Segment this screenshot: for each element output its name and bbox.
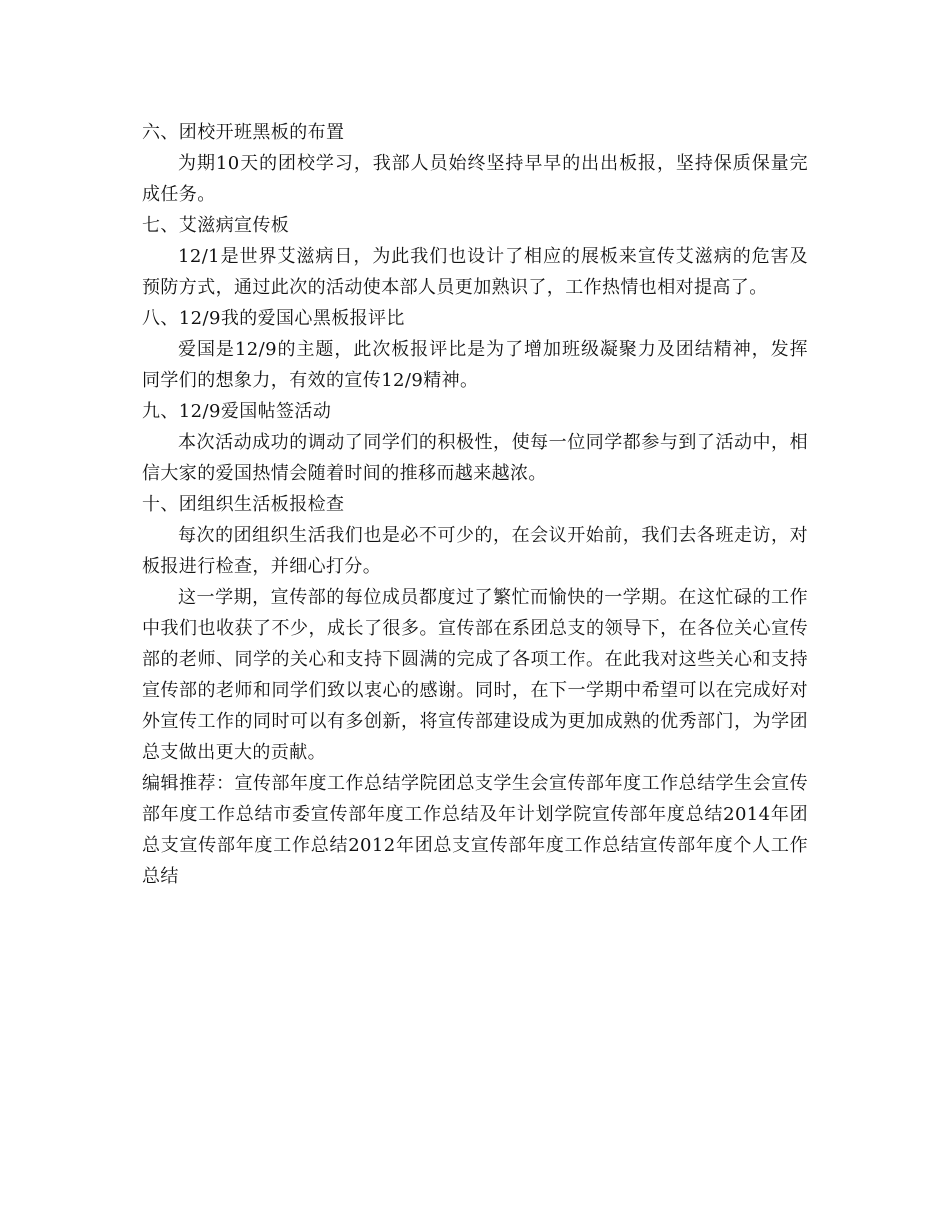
section-heading: 七、艾滋病宣传板 bbox=[142, 215, 290, 236]
section-paragraph: 为期10天的团校学习，我部人员始终坚持早早的出出板报，坚持保质保量完成任务。 bbox=[142, 153, 808, 205]
document-body bbox=[142, 117, 808, 892]
section-paragraph: 12/1是世界艾滋病日，为此我们也设计了相应的展板来宣传艾滋病的危害及预防方式，通过此次的活动使本部人员更加熟识了，工作热情也相对提高了。 bbox=[142, 246, 808, 298]
section-heading: 十、团组织生活板报检查 bbox=[142, 494, 345, 515]
section-paragraph: 爱国是12/9的主题，此次板报评比是为了增加班级凝聚力及团结精神，发挥同学们的想象力，有效的宣传12/9精神。 bbox=[142, 339, 808, 391]
section-heading: 九、12/9爱国帖签活动 bbox=[142, 401, 332, 422]
conclusion-paragraph: 这一学期，宣传部的每位成员都度过了繁忙而愉快的一学期。在这忙碌的工作中我们也收获了不少，成长了很多。宣传部在系团总支的领导下，在各位关心宣传部的老师、同学的关心和支持下圆满的完成了各项工作。在此我对这些关心和支持宣传部的老师和同学们致以衷心的感谢。同时，在下一学期中希望可以在完成好对外宣传工作的同时可以有多创新，将宣传部建设成为更加成熟的优秀部门，为学团总支做出更大的贡献。 bbox=[142, 587, 808, 763]
section-paragraph: 每次的团组织生活我们也是必不可少的，在会议开始前，我们去各班走访，对板报进行检查，并细心打分。 bbox=[142, 525, 808, 577]
section-heading: 八、12/9我的爱国心黑板报评比 bbox=[142, 308, 405, 329]
section-heading: 六、团校开班黑板的布置 bbox=[142, 122, 345, 143]
editor-recommendation: 编辑推荐：宣传部年度工作总结学院团总支学生会宣传部年度工作总结学生会宣传部年度工作总结市委宣传部年度工作总结及年计划学院宣传部年度总结2014年团总支宣传部年度工作总结2012年团总支宣传部年度工作总结宣传部年度个人工作总结 bbox=[142, 773, 808, 887]
section-paragraph: 本次活动成功的调动了同学们的积极性，使每一位同学都参与到了活动中，相信大家的爱国热情会随着时间的推移而越来越浓。 bbox=[142, 432, 808, 484]
